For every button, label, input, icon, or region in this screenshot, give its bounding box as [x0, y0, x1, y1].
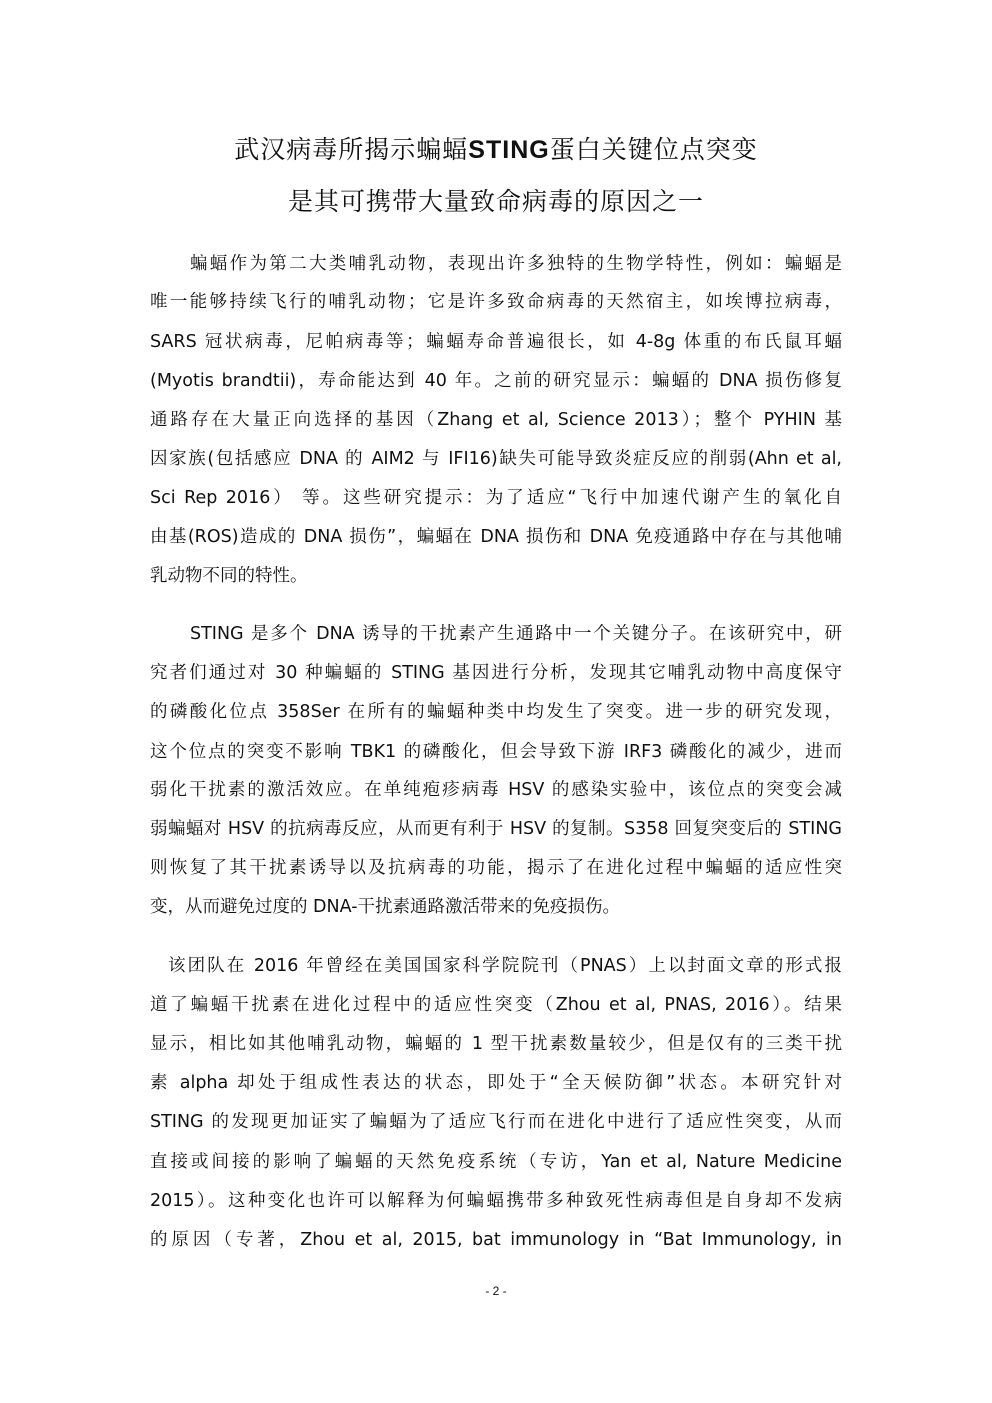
paragraph-line: 该团队在 2016 年曾经在美国国家科学院院刊（PNAS）上以封面文章的形式报 — [168, 956, 842, 976]
paragraph-line: 由基(ROS)造成的 DNA 损伤”，蝙蝠在 DNA 损伤和 DNA 免疫通路中存在与其他哺 — [150, 527, 842, 547]
paragraph-line: 究者们通过对 30 种蝙蝠的 STING 基因进行分析，发现其它哺乳动物中高度保守 — [150, 663, 842, 683]
paragraph-line: 变，从而避免过度的 DNA-干扰素通路激活带来的免疫损伤。 — [150, 897, 621, 917]
paragraph-line: 显示，相比如其他哺乳动物，蝙蝠的 1 型干扰素数量较少，但是仅有的三类干扰 — [150, 1034, 842, 1054]
document-title-line-2: 是其可携带大量致命病毒的原因之一 — [287, 187, 704, 216]
paragraph-line: 直接或间接的影响了蝙蝠的天然免疫系统（专访，Yan et al, Nature Medicine — [150, 1152, 842, 1172]
paragraph-line: 则恢复了其干扰素诱导以及抗病毒的功能，揭示了在进化过程中蝙蝠的适应性突 — [150, 858, 842, 878]
paragraph-line: STING 是多个 DNA 诱导的干扰素产生通路中一个关键分子。在该研究中，研 — [190, 624, 842, 644]
title-text-post: 蛋白关键位点突变 — [549, 135, 758, 164]
page-number: - 2 - — [485, 1284, 507, 1298]
paragraph-line: 弱蝙蝠对 HSV 的抗病毒反应，从而更有利于 HSV 的复制。S358 回复突变后的 STING — [150, 819, 842, 839]
paragraph-line: (Myotis brandtii)，寿命能达到 40 年。之前的研究显示：蝙蝠的 DNA 损伤修复 — [150, 371, 842, 391]
paragraph-line: 的磷酸化位点 358Ser 在所有的蝙蝠种类中均发生了突变。进一步的研究发现， — [150, 702, 842, 722]
paragraph-line: 唯一能够持续飞行的哺乳动物；它是许多致命病毒的天然宿主，如埃博拉病毒， — [150, 292, 842, 312]
paragraph-line: 道了蝙蝠干扰素在进化过程中的适应性突变（Zhou et al, PNAS, 2016）。结果 — [150, 995, 842, 1015]
paragraph-line: 乳动物不同的特性。 — [150, 566, 308, 586]
document-title-line-1 — [0, 130, 992, 166]
paragraph-line: 的原因（专著，Zhou et al, 2015, bat immunology in “Bat Immunology, in — [150, 1230, 842, 1250]
paragraph-line: 素 alpha 却处于组成性表达的状态，即处于“全天候防御”状态。本研究针对 — [150, 1073, 842, 1093]
paragraph-line: SARS 冠状病毒，尼帕病毒等；蝙蝠寿命普遍很长，如 4-8g 体重的布氏鼠耳蝠 — [150, 332, 842, 352]
paragraph-line: 这个位点的突变不影响 TBK1 的磷酸化，但会导致下游 IRF3 磷酸化的减少，进而 — [150, 742, 842, 762]
paragraph-line: 2015）。这种变化也许可以解释为何蝙蝠携带多种致死性病毒但是自身却不发病 — [150, 1191, 842, 1211]
paragraph-line: STING 的发现更加证实了蝙蝠为了适应飞行而在进化中进行了适应性突变，从而 — [150, 1112, 842, 1132]
title-text-pre: 武汉病毒所揭示蝙蝠 — [234, 135, 469, 164]
paragraph-line: Sci Rep 2016） 等。这些研究提示：为了适应“飞行中加速代谢产生的氧化自 — [150, 488, 842, 508]
paragraph-line: 通路存在大量正向选择的基因（Zhang et al, Science 2013）；整个 PYHIN 基 — [150, 410, 842, 430]
paragraph-line: 因家族(包括感应 DNA 的 AIM2 与 IFI16)缺失可能导致炎症反应的削弱(Ahn et al, — [150, 449, 842, 469]
paragraph-line: 弱化干扰素的激活效应。在单纯疱疹病毒 HSV 的感染实验中，该位点的突变会减 — [150, 780, 842, 800]
title-text-bold: STING — [468, 136, 550, 164]
paragraph-line: 蝙蝠作为第二大类哺乳动物，表现出许多独特的生物学特性，例如：蝙蝠是 — [190, 254, 842, 274]
